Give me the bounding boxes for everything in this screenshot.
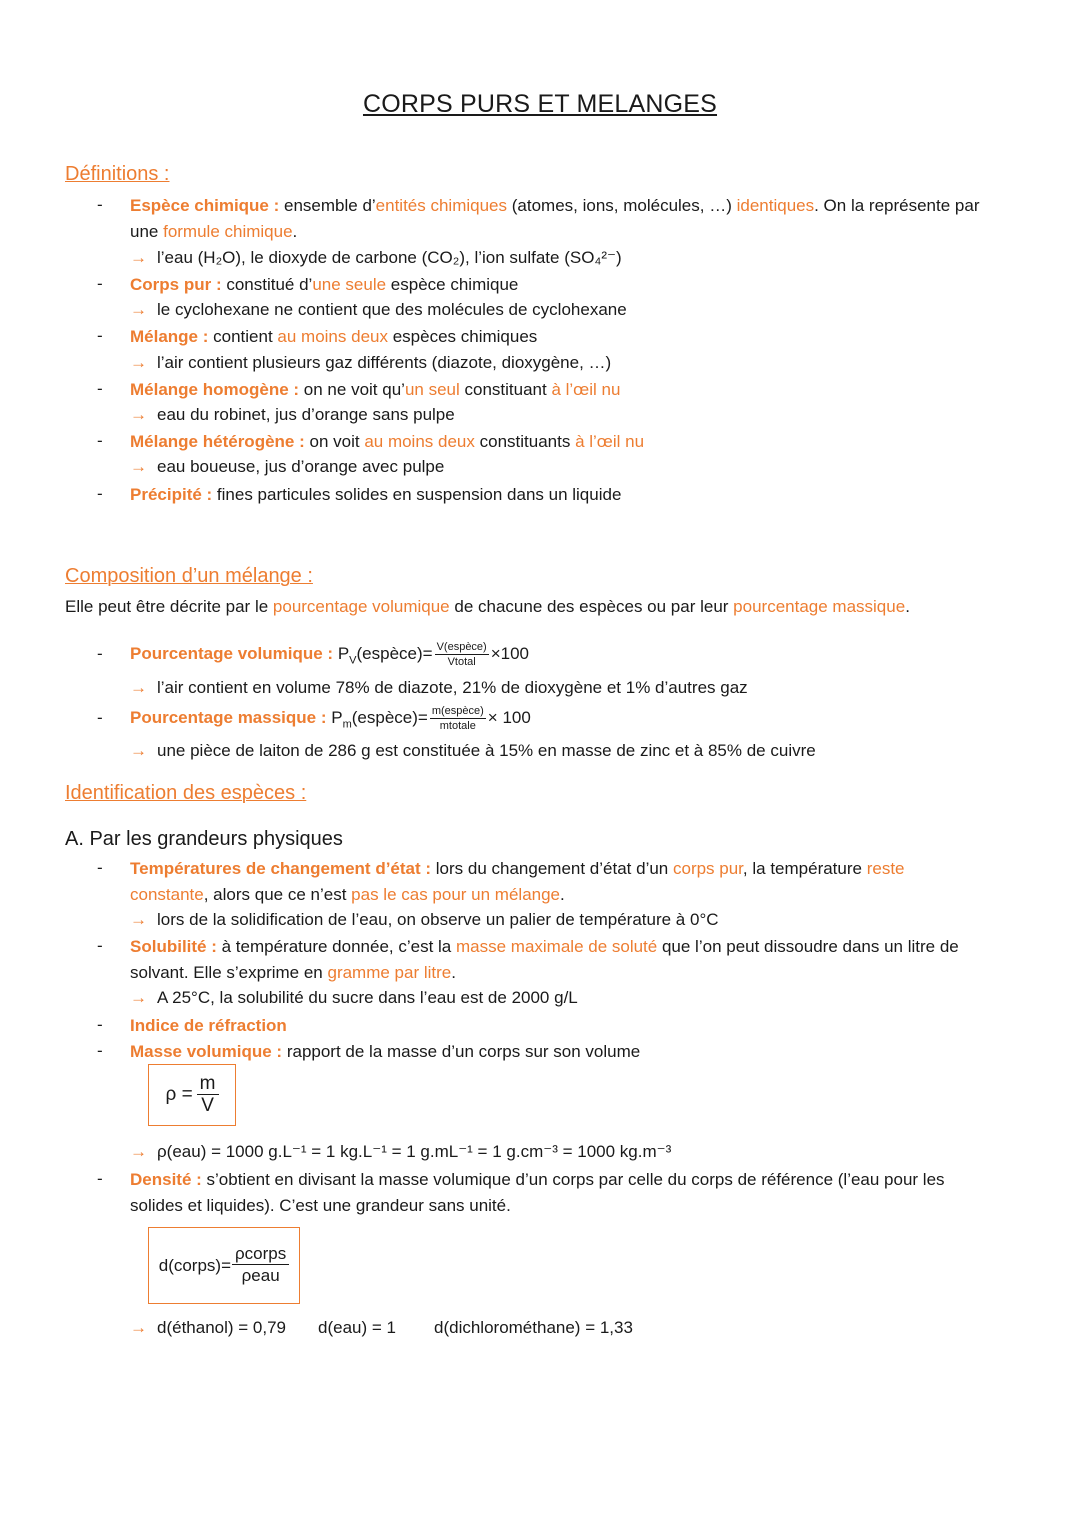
example-rho xyxy=(130,1142,671,1162)
example-text: l’air contient en volume 78% de diazote, 21% de dioxygène et 1% d’autres gaz xyxy=(157,678,748,697)
highlight: entités chimiques xyxy=(375,196,508,215)
bullet-dash: - xyxy=(97,431,103,450)
term: Solubilité : xyxy=(130,937,217,956)
definition-heterogene xyxy=(130,431,644,453)
formula-pourcentage-massique xyxy=(130,700,531,742)
numerator: m(espèce) xyxy=(431,704,484,717)
text: (atomes, ions, molécules, …) xyxy=(507,196,737,215)
example-text: l’eau (H₂O), le dioxyde de carbone (CO₂), l’ion sulfate (SO₄²⁻) xyxy=(157,248,622,267)
example-text: une pièce de laiton de 286 g est constituée à 15% en masse de zinc et à 85% de cuivre xyxy=(157,741,816,760)
formula-text: × 100 xyxy=(487,708,531,727)
highlight: reste xyxy=(866,859,905,878)
term: Densité : xyxy=(130,1170,202,1189)
bullet-dash: - xyxy=(97,379,103,398)
example-corps-pur xyxy=(130,300,627,320)
example-text: d(eau) = 1 xyxy=(318,1318,396,1337)
term: Masse volumique : xyxy=(130,1042,283,1061)
definition-solubilite-cont xyxy=(130,962,456,984)
term: Mélange : xyxy=(130,327,209,346)
numerator: m xyxy=(197,1074,219,1095)
fraction xyxy=(430,705,486,733)
text: rapport de la masse d’un corps sur son volume xyxy=(282,1042,641,1061)
arrow-icon: → xyxy=(130,457,147,476)
term: Pourcentage massique : xyxy=(130,708,327,727)
text: constituants xyxy=(474,432,576,451)
bullet-dash: - xyxy=(97,1041,103,1060)
text: on voit xyxy=(304,432,365,451)
text: , la température xyxy=(742,859,867,878)
definition-indice xyxy=(130,1015,287,1037)
text: constituant xyxy=(459,380,552,399)
bullet-dash: - xyxy=(97,858,103,877)
definition-espece-cont xyxy=(130,221,297,243)
text: lors du changement d’état d’un xyxy=(431,859,673,878)
bullet-dash: - xyxy=(97,936,103,955)
arrow-icon: → xyxy=(130,248,147,267)
definition-temperature xyxy=(130,858,905,880)
text: de chacune des espèces ou par leur xyxy=(449,597,734,616)
highlight: à l’œil nu xyxy=(575,432,645,451)
highlight: constante xyxy=(130,885,204,904)
example-densite xyxy=(130,1318,633,1338)
arrow-icon: → xyxy=(130,353,147,372)
fraction xyxy=(435,641,489,669)
text: . xyxy=(905,597,910,616)
bullet-dash: - xyxy=(97,484,103,503)
example-espece xyxy=(130,248,622,268)
example-text: eau boueuse, jus d’orange avec pulpe xyxy=(157,457,445,476)
formula-pourcentage-volumique xyxy=(130,636,529,678)
bullet-dash: - xyxy=(97,326,103,345)
example-text: eau du robinet, jus d’orange sans pulpe xyxy=(157,405,455,424)
example-text: A 25°C, la solubilité du sucre dans l’eau est de 2000 g/L xyxy=(157,988,578,1007)
text: , alors que ce n’est xyxy=(203,885,352,904)
example-melange xyxy=(130,353,611,373)
example-text: d(éthanol) = 0,79 xyxy=(157,1318,287,1337)
term: Mélange hétérogène : xyxy=(130,432,305,451)
bullet-dash: - xyxy=(97,195,103,214)
text: espèces chimiques xyxy=(387,327,538,346)
highlight: pourcentage massique xyxy=(733,597,906,616)
formula-lhs: d(corps)= xyxy=(158,1255,232,1275)
arrow-icon: → xyxy=(130,741,147,760)
text: constitué d’ xyxy=(221,275,313,294)
denominator: ρeau xyxy=(241,1266,280,1285)
bullet-dash: - xyxy=(97,1015,103,1034)
text: s’obtient en divisant la masse volumique d’un corps par celle du corps de référence (l’eau pour les xyxy=(201,1170,945,1189)
example-massique xyxy=(130,741,816,761)
subsection-a: A. Par les grandeurs physiques xyxy=(65,828,343,850)
definition-densite-cont xyxy=(130,1195,511,1217)
formula-text: P xyxy=(333,644,350,663)
text: . xyxy=(560,885,565,904)
highlight: une seule xyxy=(312,275,387,294)
denominator: Vtotal xyxy=(447,655,476,668)
term: Espèce chimique : xyxy=(130,196,280,215)
term: Températures de changement d’état : xyxy=(130,859,432,878)
arrow-icon: → xyxy=(130,988,147,1007)
example-text: le cyclohexane ne contient que des molécules de cyclohexane xyxy=(157,300,627,319)
text: solides et liquides). C’est une grandeur sans unité. xyxy=(130,1196,511,1215)
composition-heading: Composition d’un mélange : xyxy=(65,565,313,587)
page-title: CORPS PURS ET MELANGES xyxy=(362,90,718,118)
definition-corps-pur xyxy=(130,274,518,296)
text: Elle peut être décrite par le xyxy=(65,597,273,616)
formula-lhs: ρ = xyxy=(165,1084,193,1105)
arrow-icon: → xyxy=(130,678,147,697)
formula-text: (espèce)= xyxy=(356,644,433,663)
text: une xyxy=(130,222,164,241)
text: contient xyxy=(208,327,278,346)
highlight: au moins deux xyxy=(277,327,388,346)
bullet-dash: - xyxy=(97,274,103,293)
definition-temperature-cont xyxy=(130,884,565,906)
text: on ne voit qu’ xyxy=(299,380,405,399)
highlight: pas le cas pour un mélange xyxy=(351,885,561,904)
definition-masse-volumique xyxy=(130,1041,640,1063)
formula-sub: m xyxy=(342,718,352,731)
formula-box-rho xyxy=(148,1064,236,1126)
definition-solubilite xyxy=(130,936,959,958)
term: Corps pur : xyxy=(130,275,222,294)
arrow-icon: → xyxy=(130,910,147,929)
highlight: corps pur xyxy=(672,859,743,878)
arrow-icon: → xyxy=(130,1142,147,1161)
example-text: l’air contient plusieurs gaz différents (diazote, dioxygène, …) xyxy=(157,353,612,372)
denominator: V xyxy=(201,1094,214,1116)
definition-melange xyxy=(130,326,537,348)
highlight: gramme par litre xyxy=(327,963,452,982)
text: fines particules solides en suspension dans un liquide xyxy=(212,485,622,504)
definition-precipite xyxy=(130,484,621,506)
text: à température donnée, c’est la xyxy=(216,937,456,956)
formula-text: P xyxy=(326,708,343,727)
arrow-icon: → xyxy=(130,300,147,319)
text: . xyxy=(451,963,456,982)
term: Précipité : xyxy=(130,485,213,504)
definition-espece xyxy=(130,195,979,217)
example-volumique xyxy=(130,678,748,698)
definition-homogene xyxy=(130,379,620,401)
highlight: pourcentage volumique xyxy=(272,597,450,616)
text: solvant. Elle s’exprime en xyxy=(130,963,328,982)
composition-intro xyxy=(65,597,910,617)
example-text: d(dichlorométhane) = 1,33 xyxy=(434,1318,633,1337)
text: ensemble d’ xyxy=(279,196,376,215)
definitions-heading: Définitions : xyxy=(65,163,170,185)
text: . On la représente par xyxy=(814,196,980,215)
identification-heading: Identification des espèces : xyxy=(65,782,307,804)
formula-text: ×100 xyxy=(490,644,530,663)
arrow-icon: → xyxy=(130,1318,147,1337)
text: que l’on peut dissoudre dans un litre de xyxy=(657,937,959,956)
example-text: ρ(eau) = 1000 g.L⁻¹ = 1 kg.L⁻¹ = 1 g.mL⁻¹ = 1 g.cm⁻³ = 1000 kg.m⁻³ xyxy=(157,1142,672,1161)
numerator: ρcorps xyxy=(232,1244,289,1265)
example-text: lors de la solidification de l’eau, on observe un palier de température à 0°C xyxy=(157,910,719,929)
example-heterogene xyxy=(130,457,444,477)
formula-text: (espèce)= xyxy=(351,708,428,727)
text: espèce chimique xyxy=(386,275,519,294)
example-homogene xyxy=(130,405,455,425)
fraction xyxy=(232,1244,289,1287)
fraction xyxy=(197,1074,219,1117)
text: . xyxy=(292,222,298,241)
term: Mélange homogène : xyxy=(130,380,300,399)
example-temperature xyxy=(130,910,719,930)
arrow-icon: → xyxy=(130,405,147,424)
numerator: V(espèce) xyxy=(436,640,487,653)
highlight: un seul xyxy=(404,380,460,399)
formula-sub: V xyxy=(349,654,357,667)
example-solubilite xyxy=(130,988,578,1008)
highlight: à l’œil nu xyxy=(551,380,621,399)
definition-densite xyxy=(130,1169,945,1191)
denominator: mtotale xyxy=(439,719,476,732)
highlight: identiques xyxy=(736,196,815,215)
bullet-dash: - xyxy=(97,708,103,727)
bullet-dash: - xyxy=(97,644,103,663)
highlight: formule chimique xyxy=(163,222,293,241)
term: Pourcentage volumique : xyxy=(130,644,334,663)
highlight: masse maximale de soluté xyxy=(455,937,658,956)
formula-box-densite xyxy=(148,1227,300,1304)
bullet-dash: - xyxy=(97,1169,103,1188)
term: Indice de réfraction xyxy=(130,1016,287,1035)
highlight: au moins deux xyxy=(364,432,475,451)
